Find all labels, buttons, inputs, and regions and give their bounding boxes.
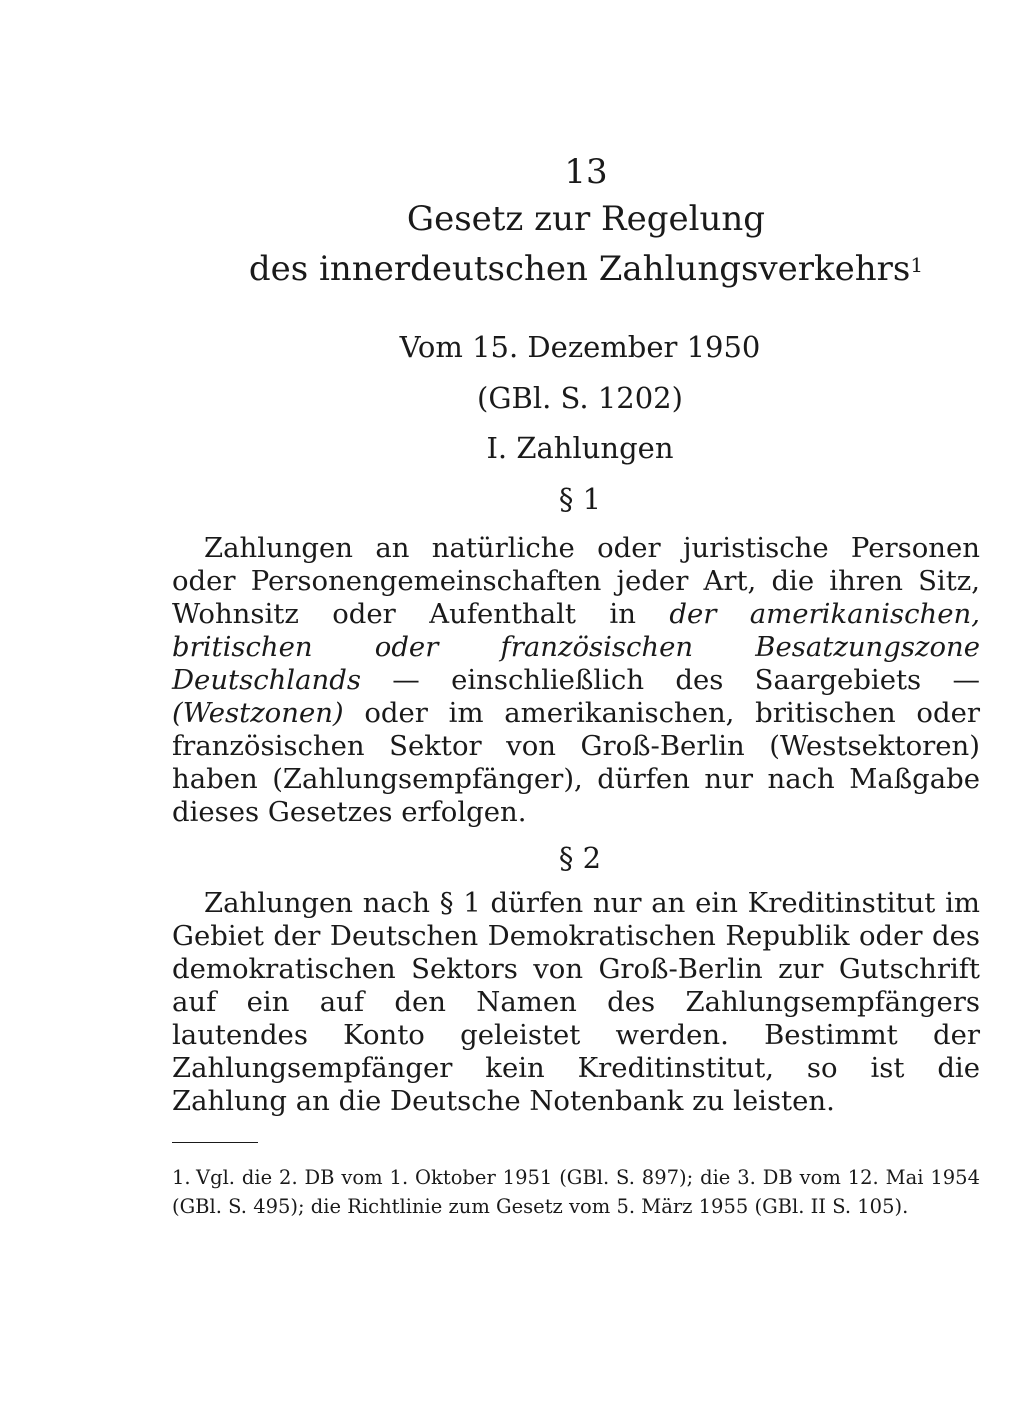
footnote-text: Vgl. die 2. DB vom 1. Oktober 1951 (GBl. S. 897); die 3. DB vom 12. Mai 1954 (GBl. S. 495); die Richtlinie zum Gesetz vom 5. März 1955 (GBl. II S. 105). <box>172 1166 980 1218</box>
paragraph-2-heading: § 2 <box>558 841 602 875</box>
paragraph-1-text <box>172 532 980 829</box>
footnote-divider <box>172 1142 258 1143</box>
paragraph-1-segment-italic: der amerikanischen, britischen oder französischen Besatzungszone Deutschlands <box>172 598 980 696</box>
gazette-reference: (GBl. S. 1202) <box>477 381 683 415</box>
paragraph-2-body: Zahlungen nach § 1 dürfen nur an ein Kreditinstitut im Gebiet der Deutschen Demokratischen Republik oder des demokratischen Sektors von Groß-Berlin zur Gutschrift auf ein auf den Namen des Zahlungsempfängers lautendes Konto geleistet werden. Bestimmt der Zahlungsempfänger kein Kreditinstitut, so ist die Zahlung an die Deutsche Notenbank zu leisten. <box>172 887 980 1117</box>
law-title-line-1: Gesetz zur Regelung <box>406 199 766 239</box>
footnote-reference: 1 <box>910 253 924 277</box>
footnote <box>172 1163 980 1221</box>
section-heading: I. Zahlungen <box>486 431 674 465</box>
paragraph-1-heading: § 1 <box>558 482 602 516</box>
paragraph-2-text <box>172 887 980 1118</box>
footnote-number: 1. <box>172 1166 191 1189</box>
paragraph-1-segment: Zahlungen an natürliche oder juristische Personen oder Personengemeinschaften jeder Art, die ihren Sitz, Wohnsitz oder Aufenthalt in <box>172 532 980 630</box>
paragraph-1-segment: — einschließlich des Saargebiets — <box>360 664 980 696</box>
law-title-line-2 <box>116 247 1024 291</box>
enactment-date: Vom 15. Dezember 1950 <box>399 330 761 364</box>
paragraph-1-segment-italic: (Westzonen) <box>172 697 344 729</box>
document-number: 13 <box>564 152 608 192</box>
law-title-line-2-text: des innerdeutschen Zahlungsverkehrs <box>248 249 911 289</box>
paragraph-1-segment: oder im amerikanischen, britischen oder französischen Sektor von Groß-Berlin (Westsektoren) haben (Zahlungsempfänger), dürfen nur nach Maßgabe dieses Gesetzes erfolgen. <box>172 697 980 828</box>
